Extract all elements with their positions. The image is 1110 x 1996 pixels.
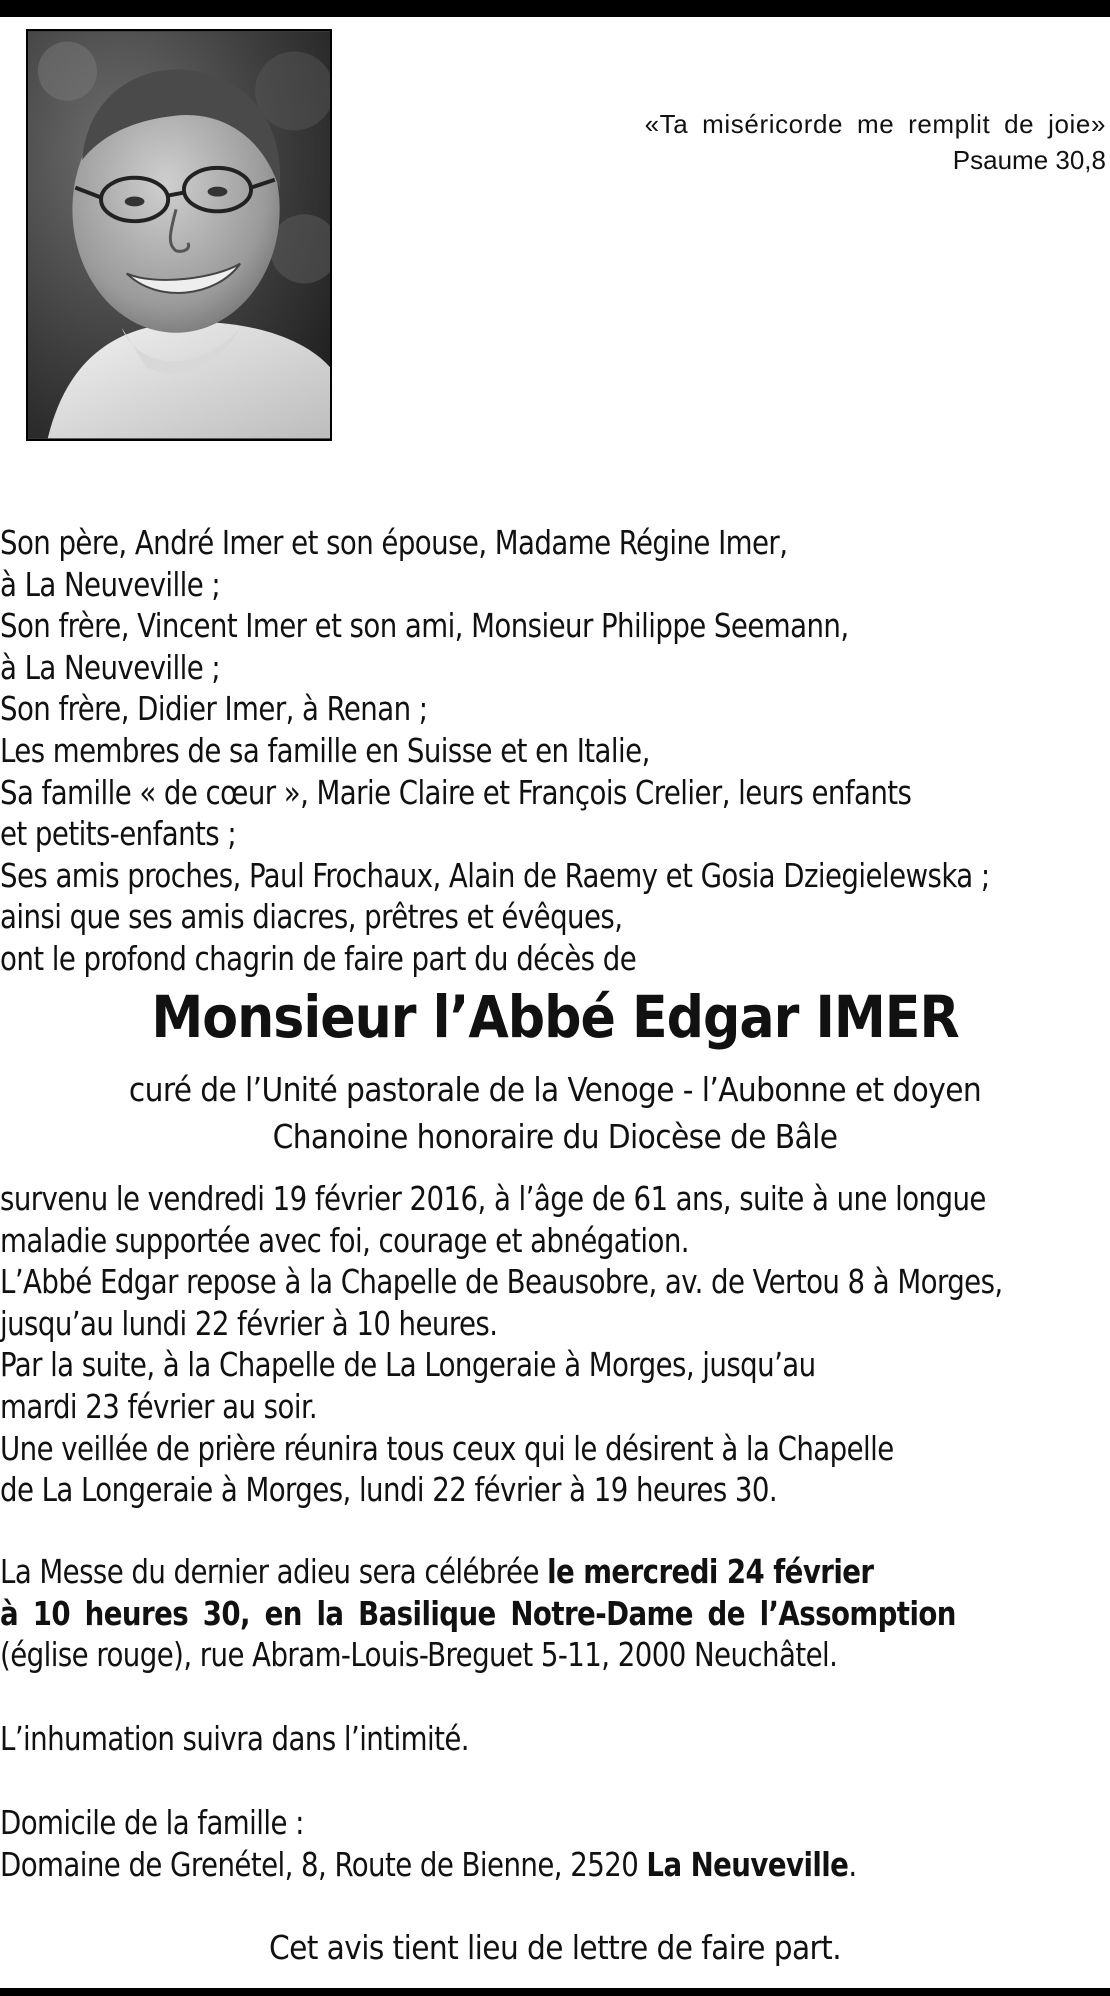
family-line: à La Neuveville ; (0, 564, 221, 604)
death-details (0, 1178, 1032, 1511)
epigraph-reference: Psaume 30,8 (952, 145, 1106, 175)
top-border (0, 0, 1110, 17)
detail-line: L’Abbé Edgar repose à la Chapelle de Beausobre, av. de Vertou 8 à Morges, (0, 1262, 1003, 1302)
family-line: ainsi que ses amis diacres, prêtres et évêques, (0, 897, 623, 937)
family-line: et petits-enfants ; (0, 814, 237, 854)
epigraph-quote: «Ta miséricorde me remplit de joie» (644, 109, 1106, 139)
mass-date: le mercredi 24 février (547, 1552, 874, 1591)
deceased-titles (0, 1066, 1110, 1160)
detail-line: maladie supportée avec foi, courage et abnégation. (0, 1220, 689, 1260)
family-line: Sa famille « de cœur », Marie Claire et François Crelier, leurs enfants (0, 772, 912, 812)
family-line: à La Neuveville ; (0, 647, 221, 687)
bottom-border (0, 1988, 1110, 1996)
portrait-photo (26, 29, 332, 441)
title-line: curé de l’Unité pastorale de la Venoge - l’Aubonne et doyen (128, 1070, 982, 1109)
domicile-town: La Neuveville (646, 1844, 849, 1884)
mass-intro: La Messe du dernier adieu sera célébrée (0, 1552, 548, 1591)
burial-line: L’inhumation suivra dans l’intimité. (0, 1719, 469, 1758)
detail-line: Par la suite, à la Chapelle de La Longeraie à Morges, jusqu’au (0, 1345, 816, 1385)
domicile-end: . (848, 1844, 857, 1884)
mass-address: (église rouge), rue Abram-Louis-Breguet 5-11, 2000 Neuchâtel. (0, 1635, 838, 1675)
family-domicile (0, 1802, 1032, 1885)
title-line: Chanoine honoraire du Diocèse de Bâle (272, 1117, 838, 1156)
funeral-mass (0, 1551, 1032, 1676)
domicile-address-line (0, 1844, 1032, 1886)
mass-time-place: à 10 heures 30, en la Basilique Notre-Dame de l’Assomption (0, 1593, 956, 1633)
deceased-name: Monsieur l’Abbé Edgar IMER (151, 983, 959, 1051)
epigraph (506, 106, 1106, 178)
family-line: Ses amis proches, Paul Frochaux, Alain de Raemy et Gosia Dziegielewska ; (0, 855, 990, 895)
family-line: ont le profond chagrin de faire part du décès de (0, 938, 637, 978)
family-line: Son frère, Vincent Imer et son ami, Monsieur Philippe Seemann, (0, 606, 849, 646)
closing-note: Cet avis tient lieu de lettre de faire part. (268, 1928, 842, 1967)
domicile-label: Domicile de la famille : (0, 1803, 304, 1842)
detail-line: mardi 23 février au soir. (0, 1386, 318, 1426)
family-line: Son frère, Didier Imer, à Renan ; (0, 689, 428, 729)
family-line: Son père, André Imer et son épouse, Madame Régine Imer, (0, 523, 788, 562)
detail-line: de La Longeraie à Morges, lundi 22 février à 19 heures 30. (0, 1470, 778, 1510)
detail-line: Une veillée de prière réunira tous ceux qui le désirent à la Chapelle (0, 1428, 894, 1468)
mass-line-1 (0, 1551, 1032, 1593)
detail-line: jusqu’au lundi 22 février à 10 heures. (0, 1303, 498, 1343)
domicile-address: Domaine de Grenétel, 8, Route de Bienne, 2520 (0, 1844, 647, 1884)
detail-line: survenu le vendredi 19 février 2016, à l’âge de 61 ans, suite à une longue (0, 1179, 986, 1218)
family-line: Les membres de sa famille en Suisse et en Italie, (0, 730, 650, 770)
family-announcement (0, 522, 1032, 980)
burial-notice (0, 1718, 1032, 1760)
